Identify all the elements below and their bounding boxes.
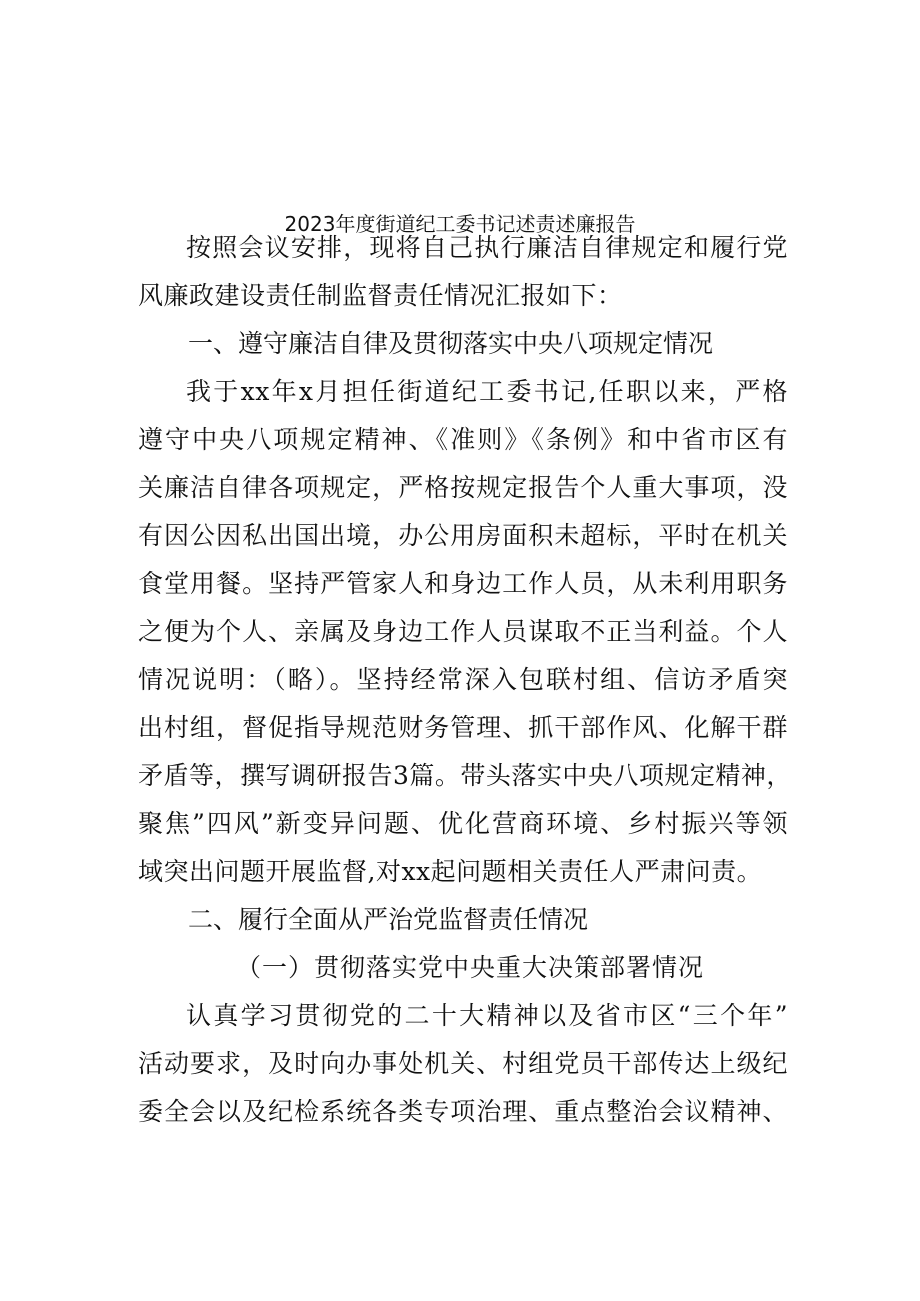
section1-line-1: 我于xx年x月担任街道纪工委书记,任职以来，严格 [186, 377, 788, 406]
section1-line-3: 关廉洁自律各项规定，严格按规定报告个人重大事项，没 [138, 473, 788, 502]
section2-subheading: （一）贯彻落实党中央重大决策部署情况 [236, 953, 705, 982]
section1-line-8: 出村组，督促指导规范财务管理、抓干部作风、化解干群 [138, 713, 788, 742]
section1-line-2: 遵守中央八项规定精神、《准则》《条例》和中省市区有 [138, 425, 788, 454]
document-title: 2023年度街道纪工委书记述责述廉报告 [284, 212, 636, 236]
intro-line-1: 按照会议安排，现将自己执行廉洁自律规定和履行党 [186, 233, 788, 262]
section2-line-3: 委全会以及纪检系统各类专项治理、重点整治会议精神、 [138, 1097, 788, 1126]
section1-heading: 一、遵守廉洁自律及贯彻落实中央八项规定情况 [188, 329, 714, 358]
section1-line-11: 域突出问题开展监督,对xx起问题相关责任人严肃问责。 [138, 857, 763, 886]
section2-line-2: 活动要求，及时向办事处机关、村组党员干部传达上级纪 [138, 1049, 788, 1078]
section2-heading: 二、履行全面从严治党监督责任情况 [188, 905, 589, 934]
section1-line-7: 情况说明：（略）。坚持经常深入包联村组、信访矛盾突 [138, 665, 788, 694]
intro-line-2: 风廉政建设责任制监督责任情况汇报如下： [138, 281, 623, 310]
section1-line-10: 聚焦”四风”新变异问题、优化营商环境、乡村振兴等领 [138, 809, 788, 838]
section2-line-1: 认真学习贯彻党的二十大精神以及省市区“三个年” [186, 1001, 788, 1030]
section1-line-6: 之便为个人、亲属及身边工作人员谋取不正当利益。个人 [138, 617, 788, 646]
section1-line-5: 食堂用餐。坚持严管家人和身边工作人员，从未利用职务 [138, 569, 788, 598]
section1-line-9: 矛盾等，撰写调研报告3篇。带头落实中央八项规定精神， [138, 761, 792, 790]
section1-line-4: 有因公因私出国出境，办公用房面积未超标，平时在机关 [138, 521, 788, 550]
